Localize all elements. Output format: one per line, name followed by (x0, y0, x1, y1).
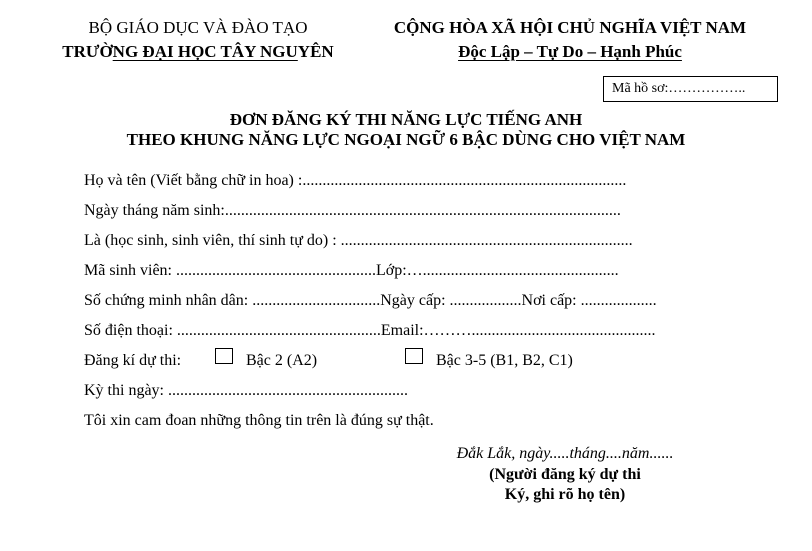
place-date: Đắk Lắk, ngày.....tháng....năm...... (456, 445, 674, 462)
signature-line1: (Người đăng ký dự thi (489, 466, 641, 483)
option-b1-c1-label: Bậc 3-5 (B1, B2, C1) (436, 352, 573, 369)
signature-line2: Ký, ghi rõ họ tên) (504, 486, 626, 503)
university-name (60, 42, 336, 62)
ministry-name: BỘ GIÁO DỤC VÀ ĐÀO TẠO (88, 18, 308, 37)
country-motto-text: Độc Lập – Tự Do – Hạnh Phúc (458, 42, 682, 61)
id-card-field[interactable]: Số chứng minh nhân dân: ................................Ngày cấp: ..................Nơi cấp: ................... (84, 292, 657, 309)
full-name-field[interactable]: Họ và tên (Viết bằng chữ in hoa) :................................................................................. (84, 172, 627, 189)
option-a2-label: Bậc 2 (A2) (246, 352, 318, 369)
country-motto (370, 42, 770, 62)
form-title-line2: THEO KHUNG NĂNG LỰC NGOẠI NGỮ 6 BẬC DÙNG CHO VIỆT NAM (126, 130, 686, 149)
status-field[interactable]: Là (học sinh, sinh viên, thí sinh tự do) : ......................................................................... (84, 232, 633, 249)
student-id-class-field[interactable]: Mã sinh viên: ..................................................Lớp:…................................................. (84, 262, 619, 279)
declaration-text: Tôi xin cam đoan những thông tin trên là đúng sự thật. (84, 412, 434, 429)
register-label: Đăng kí dự thi: (84, 352, 182, 369)
phone-email-field[interactable]: Số điện thoại: ...................................................Email:……….............................................. (84, 322, 656, 339)
dob-field[interactable]: Ngày tháng năm sinh:................................................................................................... (84, 202, 621, 219)
country-name: CỘNG HÒA XÃ HỘI CHỦ NGHĨA VIỆT NAM (393, 18, 747, 37)
form-title-line1: ĐƠN ĐĂNG KÝ THI NĂNG LỰC TIẾNG ANH (229, 110, 583, 129)
exam-date-field[interactable]: Kỳ thi ngày: ............................................................ (84, 382, 408, 399)
university-name-suffix: YÊN (297, 42, 334, 61)
record-number-box[interactable]: Mã hồ sơ:…………….. (603, 76, 778, 102)
university-name-underlined: NG ĐẠI HỌC TÂY NGU (112, 42, 298, 61)
option-b1-c1-checkbox[interactable] (405, 348, 423, 364)
option-a2-checkbox[interactable] (215, 348, 233, 364)
university-name-prefix: TRƯỜ (62, 42, 113, 61)
